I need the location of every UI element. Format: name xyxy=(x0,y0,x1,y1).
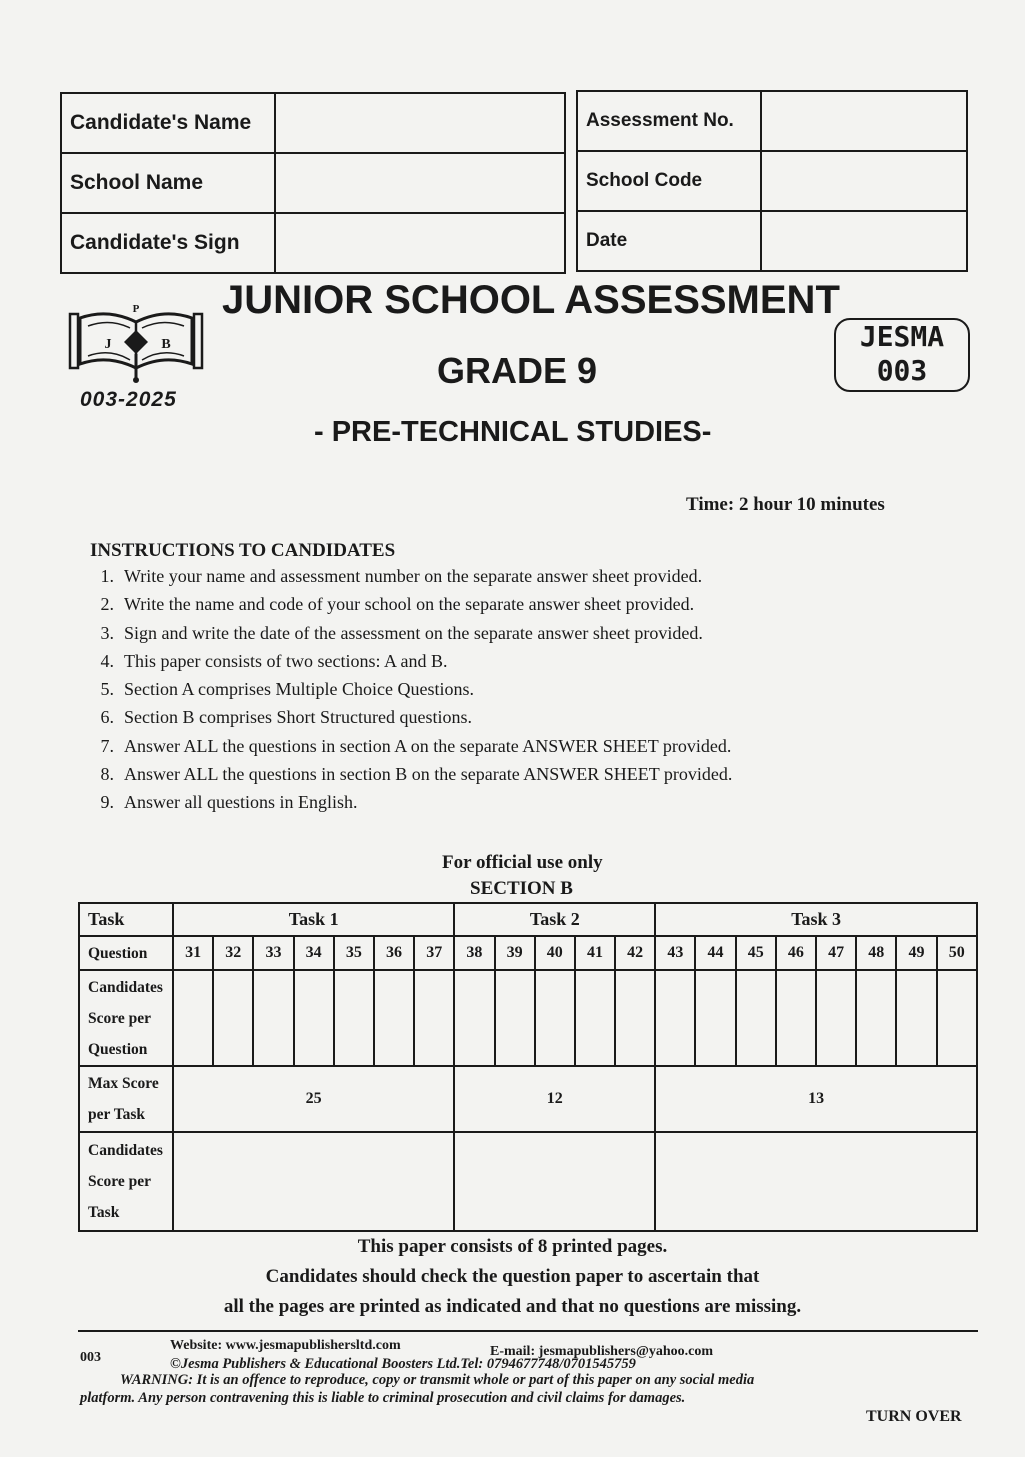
assessment-no-label: Assessment No. xyxy=(577,91,761,151)
time-allowed: Time: 2 hour 10 minutes xyxy=(686,494,885,515)
score-cell[interactable] xyxy=(736,970,776,1066)
footer-copyright: ©Jesma Publishers & Educational Boosters Ltd.Tel: 0794677748/0701545759 xyxy=(170,1356,636,1372)
candidate-name-field[interactable] xyxy=(275,93,565,153)
candidate-sign-label: Candidate's Sign xyxy=(61,213,275,273)
question-row-label: Question xyxy=(79,936,173,970)
task-3-score-cell[interactable] xyxy=(655,1132,977,1231)
date-field[interactable] xyxy=(761,211,967,271)
list-item: 1. Write your name and assessment number on the separate answer sheet provided. xyxy=(100,566,703,586)
question-number: 32 xyxy=(213,936,253,970)
svg-text:P: P xyxy=(132,303,140,315)
question-number: 44 xyxy=(695,936,735,970)
task-3-max-score: 13 xyxy=(655,1066,977,1132)
score-cell[interactable] xyxy=(856,970,896,1066)
score-cell[interactable] xyxy=(253,970,293,1066)
question-number: 42 xyxy=(615,936,655,970)
score-cell[interactable] xyxy=(173,970,213,1066)
footer-warning-line-2: platform. Any person contravening this is liable to criminal prosecution and civil claims for damages. xyxy=(80,1390,686,1406)
official-use-label: For official use only xyxy=(442,852,603,873)
score-cell[interactable] xyxy=(374,970,414,1066)
question-number: 41 xyxy=(575,936,615,970)
jesma-badge xyxy=(834,318,970,392)
pages-note: This paper consists of 8 printed pages. Candidates should check the question paper to ascertain that all the pages are printed as indicated and that no questions are missing. xyxy=(223,1236,802,1317)
score-cell[interactable] xyxy=(334,970,374,1066)
footer-website: Website: www.jesmapublishersltd.com xyxy=(170,1338,401,1353)
task-header-label: Task xyxy=(79,903,173,936)
school-code-field[interactable] xyxy=(761,151,967,211)
score-cell[interactable] xyxy=(695,970,735,1066)
task-1-score-cell[interactable] xyxy=(173,1132,454,1231)
turn-over-label: TURN OVER xyxy=(866,1408,962,1425)
instructions-heading: INSTRUCTIONS TO CANDIDATES xyxy=(90,540,396,561)
question-number: 34 xyxy=(294,936,334,970)
score-cell[interactable] xyxy=(294,970,334,1066)
list-item: 4. This paper consists of two sections: A and B. xyxy=(100,650,448,671)
task-2-max-score: 12 xyxy=(454,1066,655,1132)
score-cell[interactable] xyxy=(816,970,856,1066)
candidate-details-form xyxy=(60,92,566,274)
question-number: 43 xyxy=(655,936,695,970)
list-item: 3. Sign and write the date of the assessment on the separate answer sheet provided. xyxy=(100,622,703,643)
question-number: 35 xyxy=(334,936,374,970)
score-table xyxy=(78,902,978,1232)
score-cell[interactable] xyxy=(896,970,936,1066)
question-number: 31 xyxy=(173,936,213,970)
score-cell[interactable] xyxy=(454,970,494,1066)
badge-line-2: 003 xyxy=(876,354,928,387)
task-2-header: Task 2 xyxy=(454,903,655,936)
candidate-name-label: Candidate's Name xyxy=(61,93,275,153)
svg-text:B: B xyxy=(161,337,171,352)
task-2-score-cell[interactable] xyxy=(454,1132,655,1231)
task-3-header: Task 3 xyxy=(655,903,977,936)
task-1-max-score: 25 xyxy=(173,1066,454,1132)
candidate-score-per-task-label: Candidates Score per Task xyxy=(79,1132,173,1231)
list-item: 2. Write the name and code of your school on the separate answer sheet provided. xyxy=(100,594,695,615)
footer-warning-line-1: WARNING: It is an offence to reproduce, copy or transmit whole or part of this paper on any social media xyxy=(120,1372,755,1388)
school-code-label: School Code xyxy=(577,151,761,211)
question-number: 40 xyxy=(535,936,575,970)
score-cell[interactable] xyxy=(575,970,615,1066)
list-item: 5. Section A comprises Multiple Choice Questions. xyxy=(100,679,474,700)
score-cell[interactable] xyxy=(615,970,655,1066)
grade-title: GRADE 9 xyxy=(437,350,598,391)
instructions-list xyxy=(80,566,732,821)
footer-code: 003 xyxy=(80,1350,101,1365)
score-cell[interactable] xyxy=(535,970,575,1066)
assessment-no-field[interactable] xyxy=(761,91,967,151)
assessment-details-form xyxy=(576,90,968,272)
question-number: 50 xyxy=(937,936,977,970)
publisher-logo-icon xyxy=(68,300,204,384)
date-label: Date xyxy=(577,211,761,271)
assessment-title: JUNIOR SCHOOL ASSESSMENT xyxy=(222,278,840,322)
paper-code: 003-2025 xyxy=(80,388,177,411)
list-item: 9. Answer all questions in English. xyxy=(100,792,358,813)
section-b-label: SECTION B xyxy=(470,878,573,899)
question-number: 46 xyxy=(776,936,816,970)
footer-divider xyxy=(78,1330,978,1332)
subject-title: - PRE-TECHNICAL STUDIES- xyxy=(314,416,712,448)
question-number: 39 xyxy=(495,936,535,970)
score-cell[interactable] xyxy=(776,970,816,1066)
list-item: 8. Answer ALL the questions in section B on the separate ANSWER SHEET provided. xyxy=(100,764,733,785)
school-name-field[interactable] xyxy=(275,153,565,213)
question-number: 38 xyxy=(454,936,494,970)
question-number: 33 xyxy=(253,936,293,970)
question-number: 36 xyxy=(374,936,414,970)
score-cell[interactable] xyxy=(414,970,454,1066)
question-number: 48 xyxy=(856,936,896,970)
svg-text:J: J xyxy=(104,337,112,352)
task-1-header: Task 1 xyxy=(173,903,454,936)
school-name-label: School Name xyxy=(61,153,275,213)
score-cell[interactable] xyxy=(213,970,253,1066)
question-number: 37 xyxy=(414,936,454,970)
candidate-sign-field[interactable] xyxy=(275,213,565,273)
footer-email: E-mail: jesmapublishers@yahoo.com xyxy=(490,1344,714,1359)
max-score-per-task-label: Max Score per Task xyxy=(79,1066,173,1132)
question-number: 45 xyxy=(736,936,776,970)
score-cell[interactable] xyxy=(655,970,695,1066)
score-cell[interactable] xyxy=(937,970,977,1066)
question-number: 47 xyxy=(816,936,856,970)
question-number: 49 xyxy=(896,936,936,970)
list-item: 7. Answer ALL the questions in section A on the separate ANSWER SHEET provided. xyxy=(100,735,732,756)
list-item: 6. Section B comprises Short Structured questions. xyxy=(100,707,472,728)
badge-line-1: JESMA xyxy=(859,320,945,353)
candidate-score-per-question-label: Candidates Score per Question xyxy=(79,970,173,1066)
score-cell[interactable] xyxy=(495,970,535,1066)
